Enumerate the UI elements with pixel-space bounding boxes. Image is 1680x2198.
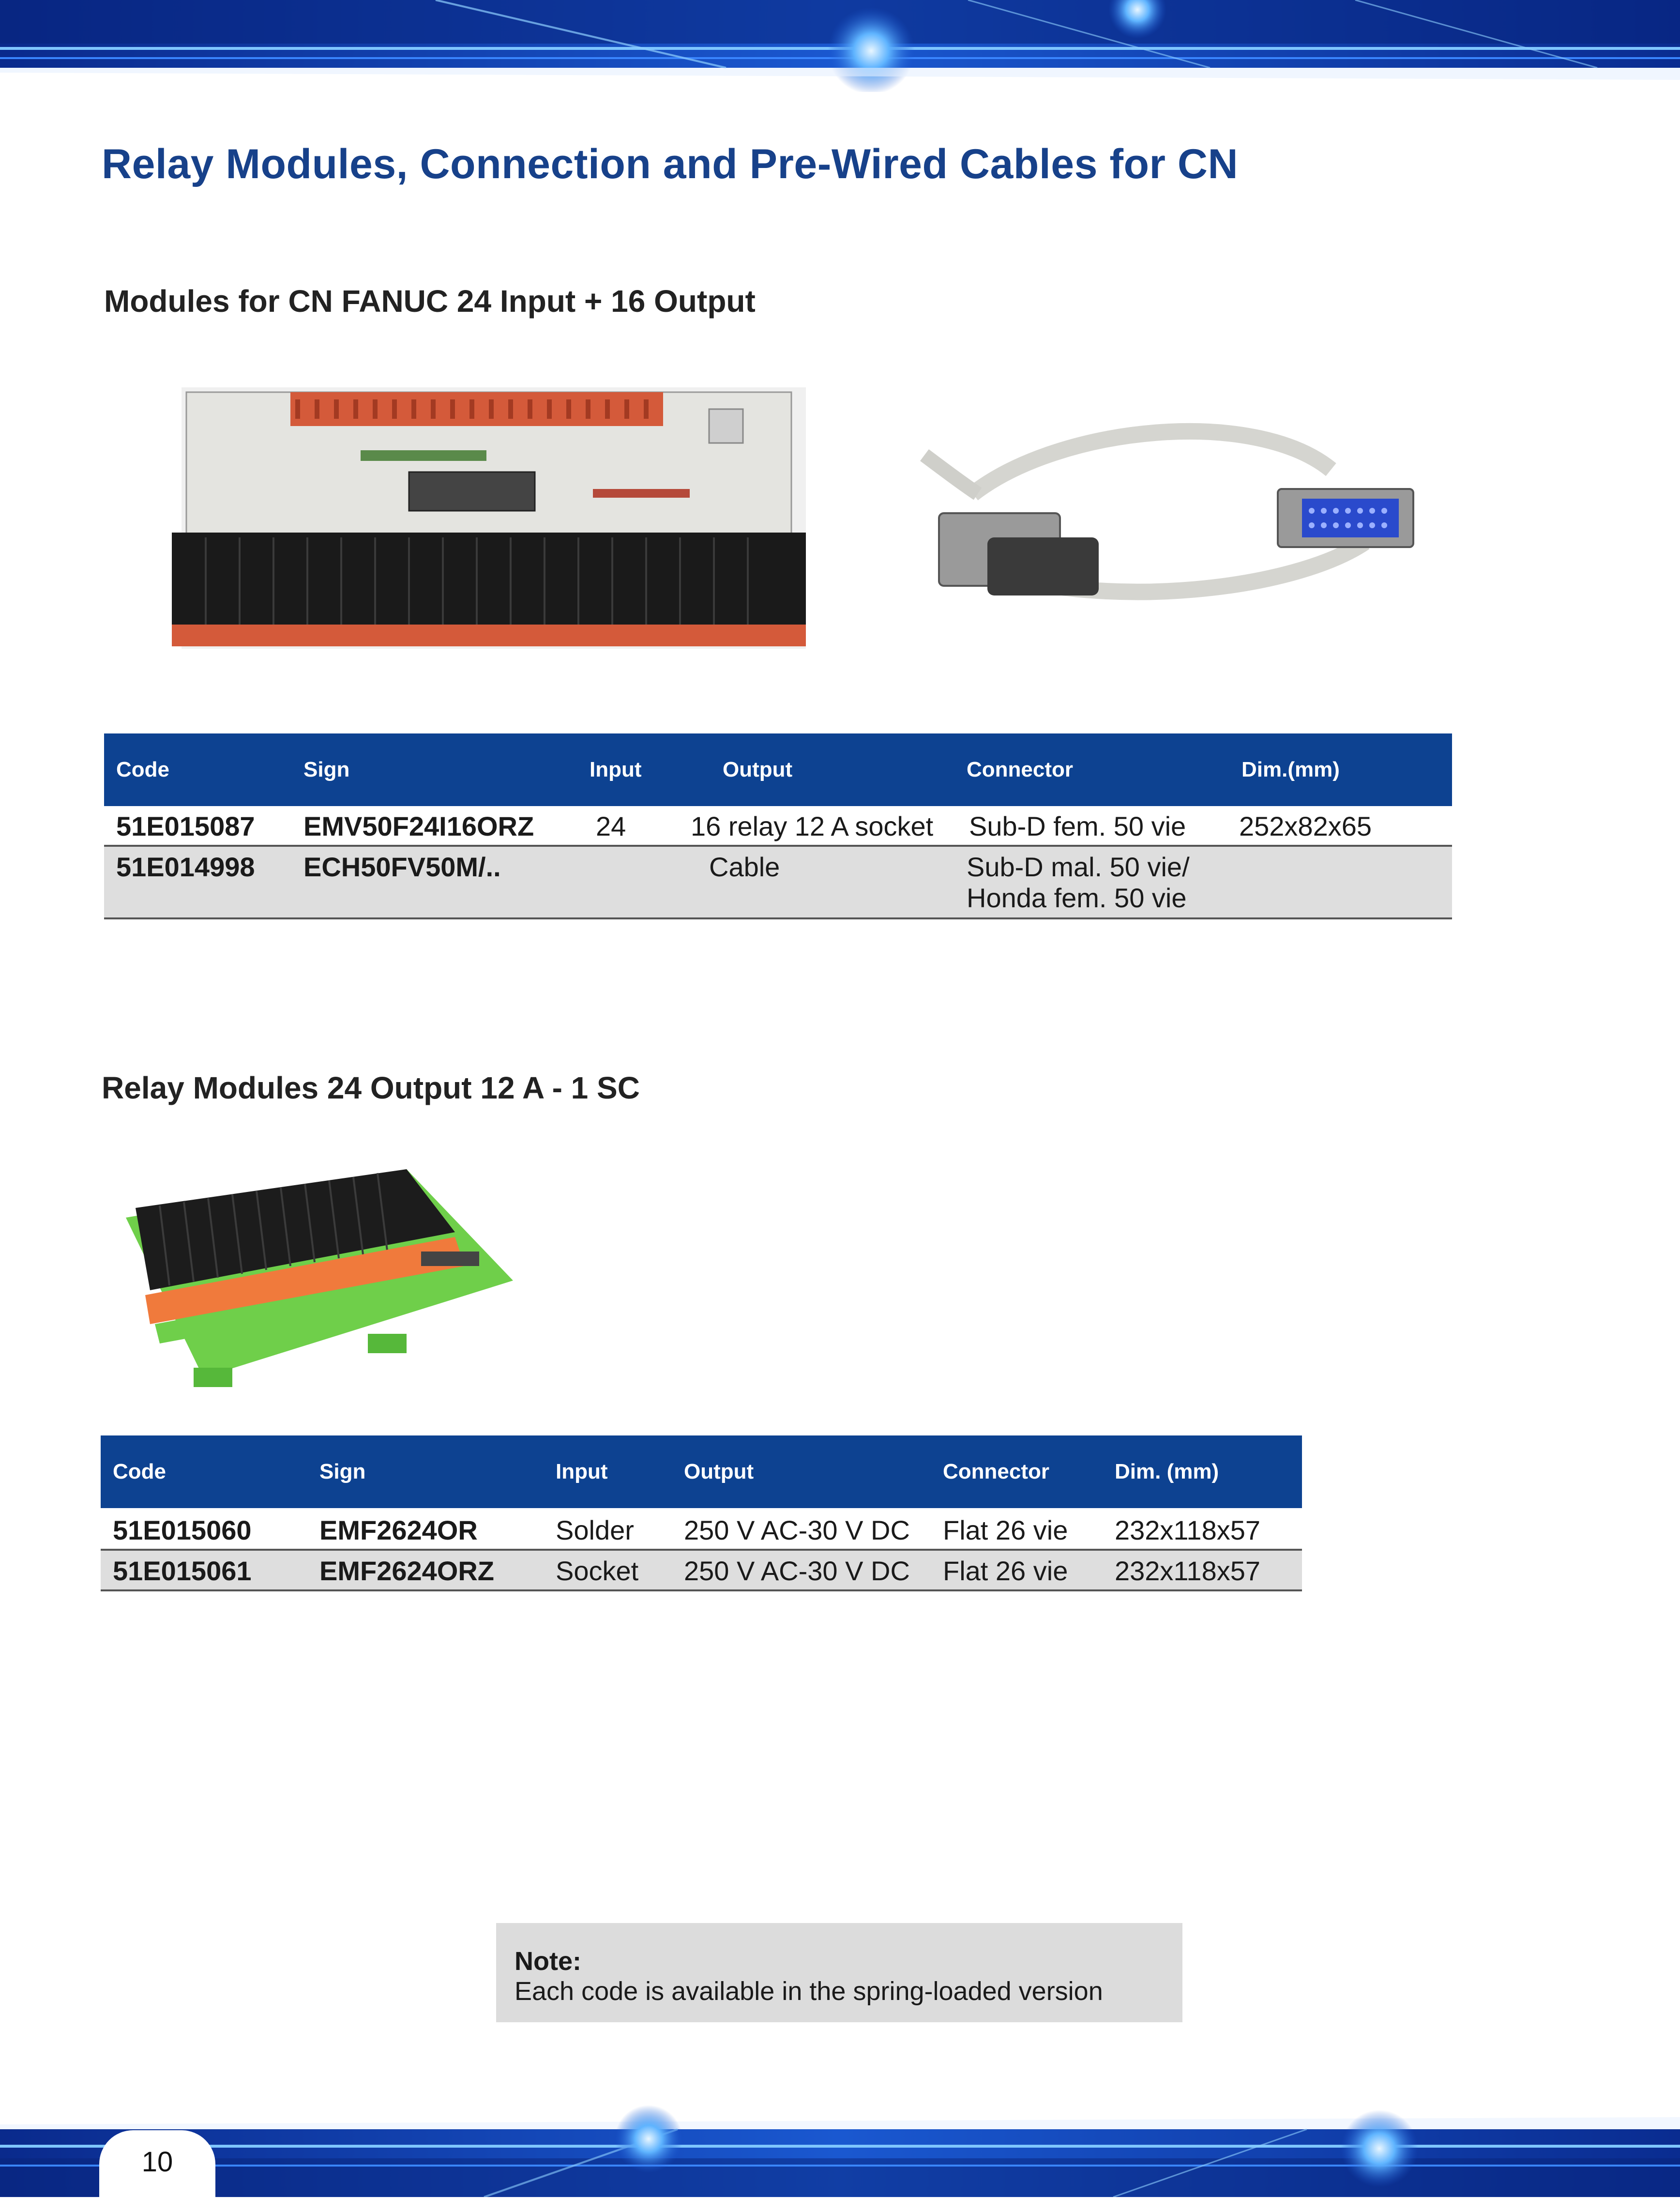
cell-connector: Flat 26 vie [943, 1556, 1068, 1586]
cell-output: Cable [709, 852, 780, 882]
column-header-code: Code [113, 1460, 166, 1483]
table-row [101, 1551, 1302, 1591]
cell-sign: EMV50F24I16ORZ [303, 811, 534, 841]
cell-code: 51E015060 [113, 1515, 252, 1545]
relay-board-image [167, 382, 816, 654]
relay-module-green-image [116, 1164, 518, 1392]
column-header-input: Input [590, 758, 642, 781]
page-title: Relay Modules, Connection and Pre-Wired Cables for CN [102, 141, 1239, 187]
cell-sign: ECH50FV50M/.. [303, 852, 501, 882]
table-row [104, 806, 1452, 847]
column-header-connector: Connector [943, 1460, 1049, 1483]
column-header-dim: Dim. (mm) [1115, 1460, 1219, 1483]
column-header-dim: Dim.(mm) [1241, 758, 1340, 781]
cell-output: 250 V AC-30 V DC [684, 1556, 910, 1586]
cell-dim: 232x118x57 [1115, 1556, 1260, 1586]
note-text: Each code is available in the spring-loaded version [515, 1977, 1103, 2006]
column-header-sign: Sign [319, 1460, 366, 1483]
cell-code: 51E015061 [113, 1556, 252, 1586]
cell-input: Socket [556, 1556, 639, 1586]
cell-connector: Sub-D mal. 50 vie/ [967, 852, 1190, 882]
column-header-sign: Sign [303, 758, 350, 781]
cell-sign: EMF2624OR [319, 1515, 478, 1545]
cell-connector-line2: Honda fem. 50 vie [967, 883, 1187, 913]
table-row [104, 847, 1452, 919]
cell-sign: EMF2624ORZ [319, 1556, 494, 1586]
note-box [496, 1923, 1182, 2022]
cell-dim: 252x82x65 [1239, 811, 1372, 841]
column-header-output: Output [723, 758, 793, 781]
section-title-relay-24: Relay Modules 24 Output 12 A - 1 SC [102, 1070, 640, 1105]
section-title-fanuc: Modules for CN FANUC 24 Input + 16 Output [104, 284, 756, 319]
cell-input: Solder [556, 1515, 634, 1545]
page-number: 10 [141, 2146, 173, 2178]
footer-band [0, 2105, 1680, 2197]
table-header [104, 733, 1452, 806]
cell-connector: Sub-D fem. 50 vie [969, 811, 1186, 841]
cell-connector: Flat 26 vie [943, 1515, 1068, 1545]
cell-dim: 232x118x57 [1115, 1515, 1260, 1545]
cell-output: 250 V AC-30 V DC [684, 1515, 910, 1545]
sub-d-cable-image [915, 407, 1481, 634]
column-header-code: Code [116, 758, 169, 781]
cell-input: 24 [596, 811, 626, 841]
note-title: Note: [515, 1947, 581, 1976]
table-row [101, 1508, 1302, 1551]
cell-code: 51E015087 [116, 811, 255, 841]
column-header-output: Output [684, 1460, 754, 1483]
page-number-tab [99, 2130, 215, 2198]
relay-modules-table [101, 1435, 1302, 1591]
column-header-connector: Connector [967, 758, 1073, 781]
cell-code: 51E014998 [116, 852, 255, 882]
header-band [0, 0, 1680, 92]
table-header [101, 1435, 1302, 1508]
column-header-input: Input [556, 1460, 608, 1483]
fanuc-modules-table [104, 733, 1452, 919]
cell-output: 16 relay 12 A socket [691, 811, 934, 841]
